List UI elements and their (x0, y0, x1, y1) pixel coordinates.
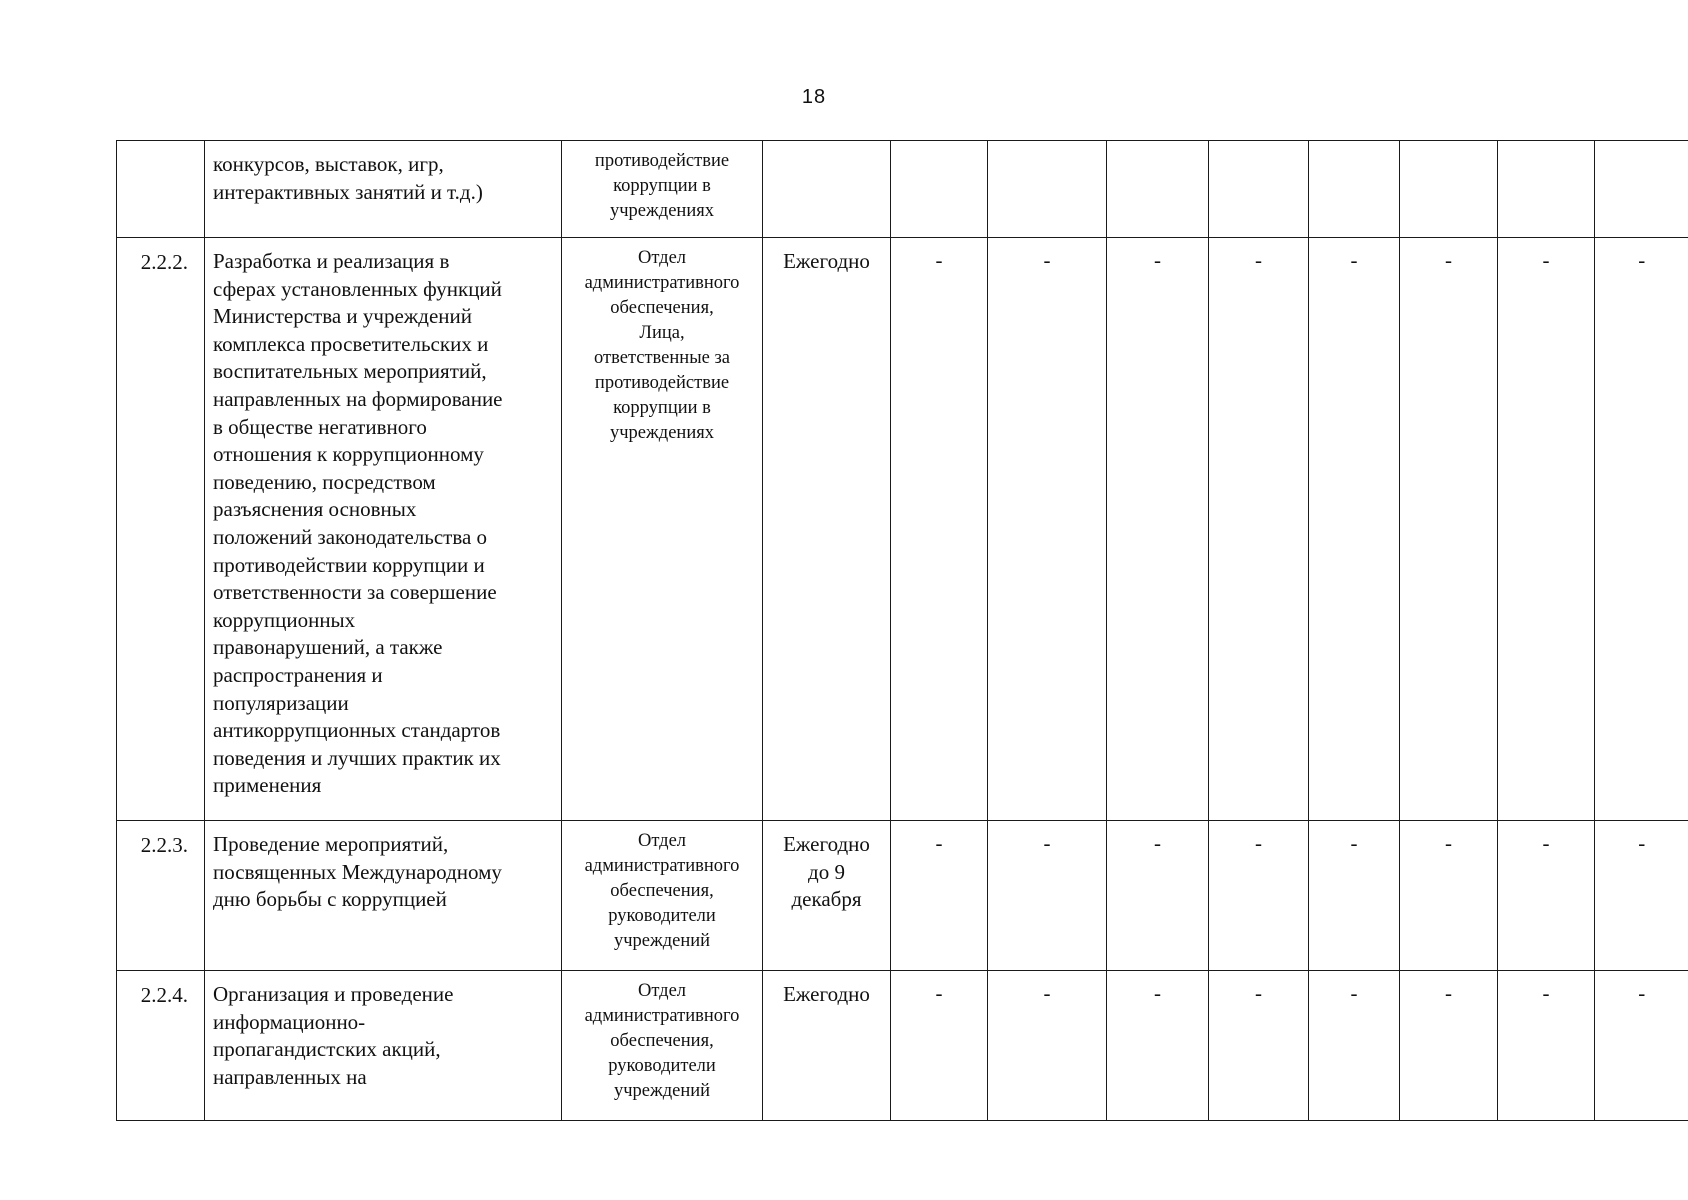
funding-cell: - (1400, 821, 1498, 971)
responsible-cell (562, 821, 763, 971)
table-body (117, 141, 1688, 1121)
responsible-line: административного (584, 273, 740, 293)
item-number-cell: 2.2.3. (117, 821, 205, 971)
activity-description-line: комплекса просветительских и (213, 331, 489, 356)
funding-cell: - (1309, 971, 1400, 1121)
item-number-cell: 2.2.4. (117, 971, 205, 1121)
funding-cell: - (1595, 238, 1688, 821)
deadline-cell (763, 971, 891, 1121)
activity-description-line: антикоррупционных стандартов (213, 718, 501, 743)
table-row (117, 821, 1688, 971)
activity-description-line: коррупционных (213, 607, 356, 632)
funding-cell: - (988, 821, 1107, 971)
responsible-line: коррупции в (613, 176, 711, 196)
responsible-line: учреждениях (610, 201, 714, 221)
funding-cell: - (891, 238, 988, 821)
funding-cell: - (1498, 238, 1595, 821)
funding-cell: - (891, 971, 988, 1121)
activity-description-line: Проведение мероприятий, (213, 832, 449, 856)
responsible-line: Отдел (637, 248, 687, 268)
responsible-line: Лица, (639, 323, 685, 343)
responsible-cell (562, 971, 763, 1121)
funding-cell (1309, 141, 1400, 238)
responsible-line: Отдел (637, 981, 687, 1001)
funding-cell (1107, 141, 1209, 238)
responsible-line: административного (584, 856, 740, 876)
activity-description-line: информационно- (213, 1009, 366, 1034)
responsible-cell (562, 141, 763, 238)
deadline-cell (763, 238, 891, 821)
funding-cell: - (1209, 821, 1309, 971)
activity-description-line: конкурсов, выставок, игр, (213, 152, 444, 176)
activity-description-line: Разработка и реализация в (213, 249, 450, 273)
responsible-line: противодействие (594, 151, 730, 171)
activity-description-line: сферах установленных функций (213, 276, 502, 301)
activity-description-line: воспитательных мероприятий, (213, 359, 487, 384)
activity-description-line: интерактивных занятий и т.д.) (213, 179, 483, 204)
funding-cell (1595, 141, 1688, 238)
item-number-cell (117, 141, 205, 238)
funding-cell: - (1209, 971, 1309, 1121)
responsible-line: противодействие (594, 373, 730, 393)
activity-description-line: в обществе негативного (213, 414, 427, 439)
table-row (117, 238, 1688, 821)
activity-description-line: Министерства и учреждений (213, 304, 473, 329)
funding-cell: - (988, 238, 1107, 821)
funding-cell: - (1309, 821, 1400, 971)
activity-description-line: положений законодательства о (213, 524, 488, 549)
responsible-line: коррупции в (613, 398, 711, 418)
responsible-line: руководители (608, 906, 716, 926)
table-row (117, 971, 1688, 1121)
funding-cell (1498, 141, 1595, 238)
activity-description-cell (205, 821, 562, 971)
responsible-line: руководители (608, 1056, 716, 1076)
activity-description-line: отношения к коррупционному (213, 442, 484, 467)
responsible-line: учреждений (613, 1081, 711, 1101)
activity-description-cell (205, 971, 562, 1121)
page-number-text: 18 (801, 86, 827, 108)
activity-description-line: правонарушений, а также (213, 635, 443, 660)
responsible-line: обеспечения, (610, 298, 714, 318)
responsible-line: учреждений (613, 931, 711, 951)
activity-description-cell (205, 141, 562, 238)
funding-cell: - (1309, 238, 1400, 821)
deadline-line: Ежегодно (783, 832, 870, 856)
responsible-line: обеспечения, (610, 1031, 714, 1051)
activity-description-line: направленных на (213, 1064, 367, 1089)
page-number (0, 86, 1688, 109)
deadline-cell (763, 141, 891, 238)
deadline-cell (763, 821, 891, 971)
responsible-line: обеспечения, (610, 881, 714, 901)
funding-cell: - (1498, 821, 1595, 971)
funding-cell: - (1400, 971, 1498, 1121)
table-row (117, 141, 1688, 238)
activity-description-line: пропагандистских акций, (213, 1037, 441, 1062)
funding-cell (988, 141, 1107, 238)
deadline-line: до 9 (808, 859, 845, 884)
activity-description-line: разъяснения основных (213, 497, 417, 522)
activity-description-line: противодействии коррупции и (213, 552, 485, 577)
responsible-line: административного (584, 1006, 740, 1026)
plan-table (116, 140, 1688, 1121)
funding-cell: - (1107, 971, 1209, 1121)
activity-description-line: посвященных Международному (213, 859, 502, 884)
funding-cell: - (1107, 821, 1209, 971)
funding-cell: - (1400, 238, 1498, 821)
funding-cell: - (1595, 821, 1688, 971)
funding-cell (891, 141, 988, 238)
funding-cell: - (1107, 238, 1209, 821)
responsible-line: ответственные за (594, 348, 730, 368)
responsible-line: Отдел (637, 831, 687, 851)
activity-description-line: поведению, посредством (213, 469, 436, 494)
deadline-line: Ежегодно (783, 249, 870, 273)
activity-description-line: популяризации (213, 690, 349, 715)
activity-description-line: дню борьбы с коррупцией (213, 887, 447, 912)
activity-description-line: применения (213, 773, 322, 798)
deadline-line: Ежегодно (783, 982, 870, 1006)
funding-cell: - (1209, 238, 1309, 821)
activity-description-line: поведения и лучших практик их (213, 745, 501, 770)
funding-cell: - (1498, 971, 1595, 1121)
responsible-cell (562, 238, 763, 821)
funding-cell (1209, 141, 1309, 238)
activity-description-line: Организация и проведение (213, 982, 454, 1006)
funding-cell: - (891, 821, 988, 971)
activity-description-line: направленных на формирование (213, 386, 503, 411)
activity-description-line: ответственности за совершение (213, 580, 497, 605)
funding-cell: - (988, 971, 1107, 1121)
deadline-line: декабря (791, 887, 862, 912)
item-number-cell: 2.2.2. (117, 238, 205, 821)
responsible-line: учреждениях (610, 423, 714, 443)
funding-cell (1400, 141, 1498, 238)
funding-cell: - (1595, 971, 1688, 1121)
activity-description-cell (205, 238, 562, 821)
activity-description-line: распространения и (213, 662, 383, 687)
